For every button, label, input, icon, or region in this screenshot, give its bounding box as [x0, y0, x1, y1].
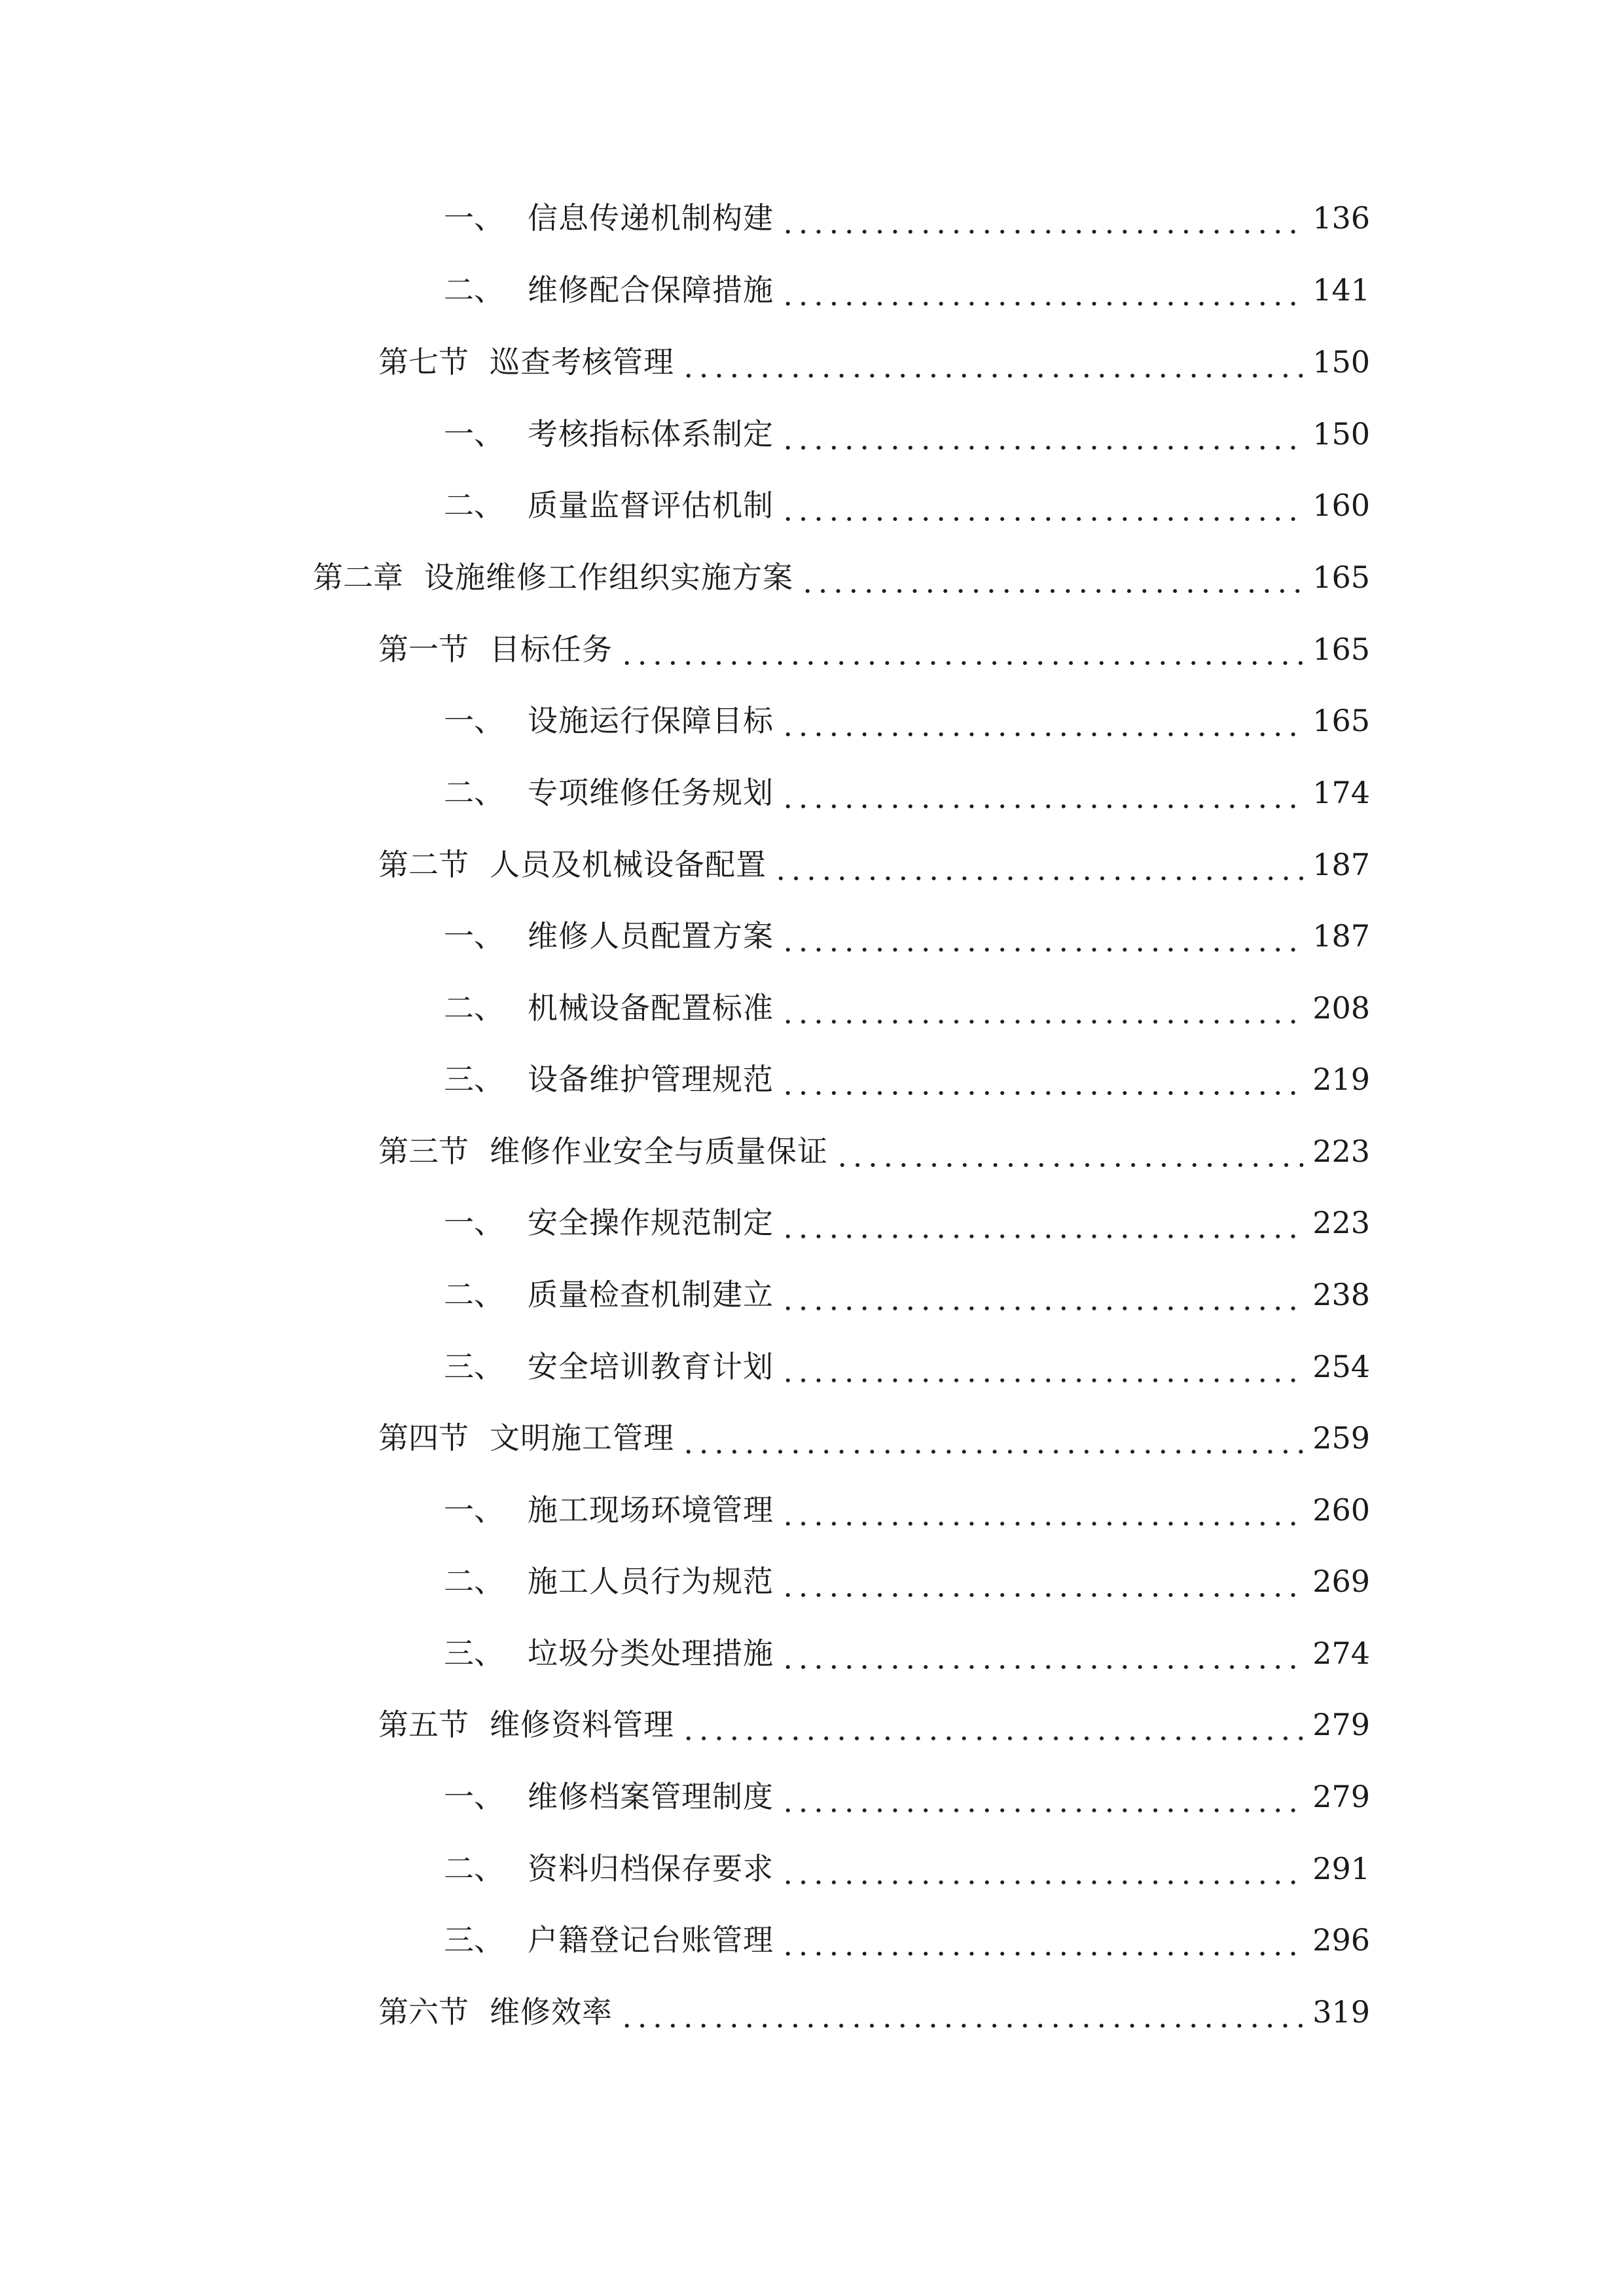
toc-entry[interactable]: [444, 694, 1370, 747]
item-number: 一、: [444, 1492, 504, 1528]
item-number: 三、: [444, 1062, 504, 1097]
item-number: 二、: [444, 488, 504, 523]
dot-leader: [681, 1698, 1303, 1751]
toc-entry[interactable]: [378, 1986, 1370, 2038]
dot-leader: [780, 694, 1303, 747]
entry-title: 文明施工管理: [490, 1420, 674, 1456]
toc-entry[interactable]: [444, 1268, 1370, 1321]
entry-title: 巡查考核管理: [490, 344, 674, 380]
item-number: 二、: [444, 775, 504, 810]
section-number: 第六节: [378, 1994, 469, 2030]
entry-title: 资料归档保存要求: [528, 1851, 774, 1886]
page-number: 269: [1312, 1564, 1370, 1599]
dot-leader: [800, 551, 1303, 603]
toc-entry[interactable]: [444, 1555, 1370, 1607]
item-number: 二、: [444, 272, 504, 308]
toc-entry[interactable]: [444, 192, 1370, 244]
page-number: 296: [1312, 1922, 1370, 1958]
entry-title: 施工现场环境管理: [528, 1492, 774, 1528]
section-number: 第四节: [378, 1420, 469, 1456]
page-number: 223: [1312, 1134, 1370, 1169]
entry-title: 人员及机械设备配置: [490, 847, 767, 882]
page-number: 254: [1312, 1349, 1370, 1384]
toc-entry[interactable]: [444, 766, 1370, 819]
item-number: 二、: [444, 1277, 504, 1312]
page-number: 165: [1312, 632, 1370, 667]
entry-title: 考核指标体系制定: [528, 416, 774, 452]
item-number: 一、: [444, 703, 504, 738]
section-number: 第二节: [378, 847, 469, 882]
dot-leader: [780, 982, 1303, 1034]
page-number: 238: [1312, 1277, 1370, 1312]
entry-title: 专项维修任务规划: [528, 775, 774, 810]
item-number: 三、: [444, 1636, 504, 1671]
toc-entry[interactable]: [378, 623, 1370, 675]
page-number: 165: [1312, 703, 1370, 738]
dot-leader: [780, 1340, 1303, 1393]
chapter-number: 第二章: [313, 560, 403, 595]
dot-leader: [780, 1053, 1303, 1105]
item-number: 二、: [444, 1564, 504, 1599]
entry-title: 信息传递机制构建: [528, 200, 774, 236]
entry-title: 维修配合保障措施: [528, 272, 774, 308]
page-number: 259: [1312, 1420, 1370, 1456]
entry-title: 维修作业安全与质量保证: [490, 1134, 828, 1169]
item-number: 一、: [444, 416, 504, 452]
dot-leader: [773, 838, 1303, 891]
section-number: 第三节: [378, 1134, 469, 1169]
dot-leader: [780, 264, 1303, 316]
entry-title: 维修效率: [490, 1994, 613, 2030]
entry-title: 安全操作规范制定: [528, 1205, 774, 1240]
section-number: 第七节: [378, 344, 469, 380]
entry-title: 质量监督评估机制: [528, 488, 774, 523]
toc-entry[interactable]: [444, 1340, 1370, 1393]
dot-leader: [681, 336, 1303, 388]
toc-entry[interactable]: [444, 408, 1370, 460]
entry-title: 设施运行保障目标: [528, 703, 774, 738]
entry-title: 设施维修工作组织实施方案: [424, 560, 793, 595]
entry-title: 维修档案管理制度: [528, 1779, 774, 1814]
page-number: 260: [1312, 1492, 1370, 1528]
page-number: 187: [1312, 918, 1370, 954]
page-number: 223: [1312, 1205, 1370, 1240]
toc-entry[interactable]: [378, 1125, 1370, 1177]
entry-title: 安全培训教育计划: [528, 1349, 774, 1384]
page-number: 274: [1312, 1636, 1370, 1671]
entry-title: 维修资料管理: [490, 1707, 674, 1742]
toc-entry[interactable]: [444, 1053, 1370, 1105]
page-number: 219: [1312, 1062, 1370, 1097]
section-number: 第一节: [378, 632, 469, 667]
page-number: 165: [1312, 560, 1370, 595]
toc-entry[interactable]: [444, 1627, 1370, 1679]
dot-leader: [780, 1268, 1303, 1321]
toc-entry[interactable]: [378, 1698, 1370, 1751]
dot-leader: [780, 1555, 1303, 1607]
item-number: 三、: [444, 1349, 504, 1384]
page-number: 174: [1312, 775, 1370, 810]
dot-leader: [780, 1627, 1303, 1679]
page-number: 141: [1312, 272, 1370, 308]
page-number: 319: [1312, 1994, 1370, 2030]
toc-entry[interactable]: [444, 1914, 1370, 1966]
toc-entry[interactable]: [378, 1412, 1370, 1464]
dot-leader: [780, 408, 1303, 460]
toc-entry[interactable]: [313, 551, 1370, 603]
page-number: 150: [1312, 344, 1370, 380]
item-number: 一、: [444, 918, 504, 954]
toc-entry[interactable]: [444, 1770, 1370, 1823]
entry-title: 设备维护管理规范: [528, 1062, 774, 1097]
toc-entry[interactable]: [444, 479, 1370, 531]
toc-entry[interactable]: [378, 336, 1370, 388]
dot-leader: [681, 1412, 1303, 1464]
dot-leader: [780, 1484, 1303, 1536]
toc-entry[interactable]: [444, 1842, 1370, 1895]
entry-title: 目标任务: [490, 632, 613, 667]
toc-entry[interactable]: [444, 264, 1370, 316]
dot-leader: [619, 1986, 1303, 2038]
dot-leader: [780, 192, 1303, 244]
entry-title: 机械设备配置标准: [528, 990, 774, 1026]
dot-leader: [780, 766, 1303, 819]
toc-entry[interactable]: [444, 1196, 1370, 1249]
item-number: 三、: [444, 1922, 504, 1958]
toc-entry[interactable]: [378, 838, 1370, 891]
entry-title: 维修人员配置方案: [528, 918, 774, 954]
dot-leader: [780, 1196, 1303, 1249]
item-number: 一、: [444, 1205, 504, 1240]
page-number: 208: [1312, 990, 1370, 1026]
toc-entry[interactable]: [444, 910, 1370, 962]
dot-leader: [780, 479, 1303, 531]
dot-leader: [835, 1125, 1303, 1177]
page-number: 279: [1312, 1707, 1370, 1742]
entry-title: 户籍登记台账管理: [528, 1922, 774, 1958]
item-number: 二、: [444, 990, 504, 1026]
dot-leader: [619, 623, 1303, 675]
item-number: 二、: [444, 1851, 504, 1886]
entry-title: 垃圾分类处理措施: [528, 1636, 774, 1671]
entry-title: 质量检查机制建立: [528, 1277, 774, 1312]
page-number: 187: [1312, 847, 1370, 882]
section-number: 第五节: [378, 1707, 469, 1742]
toc-entry[interactable]: [444, 1484, 1370, 1536]
toc-entry[interactable]: [444, 982, 1370, 1034]
page-number: 150: [1312, 416, 1370, 452]
page-number: 291: [1312, 1851, 1370, 1886]
dot-leader: [780, 1842, 1303, 1895]
page-number: 160: [1312, 488, 1370, 523]
dot-leader: [780, 910, 1303, 962]
dot-leader: [780, 1770, 1303, 1823]
page-number: 279: [1312, 1779, 1370, 1814]
item-number: 一、: [444, 1779, 504, 1814]
dot-leader: [780, 1914, 1303, 1966]
item-number: 一、: [444, 200, 504, 236]
entry-title: 施工人员行为规范: [528, 1564, 774, 1599]
page-number: 136: [1312, 200, 1370, 236]
